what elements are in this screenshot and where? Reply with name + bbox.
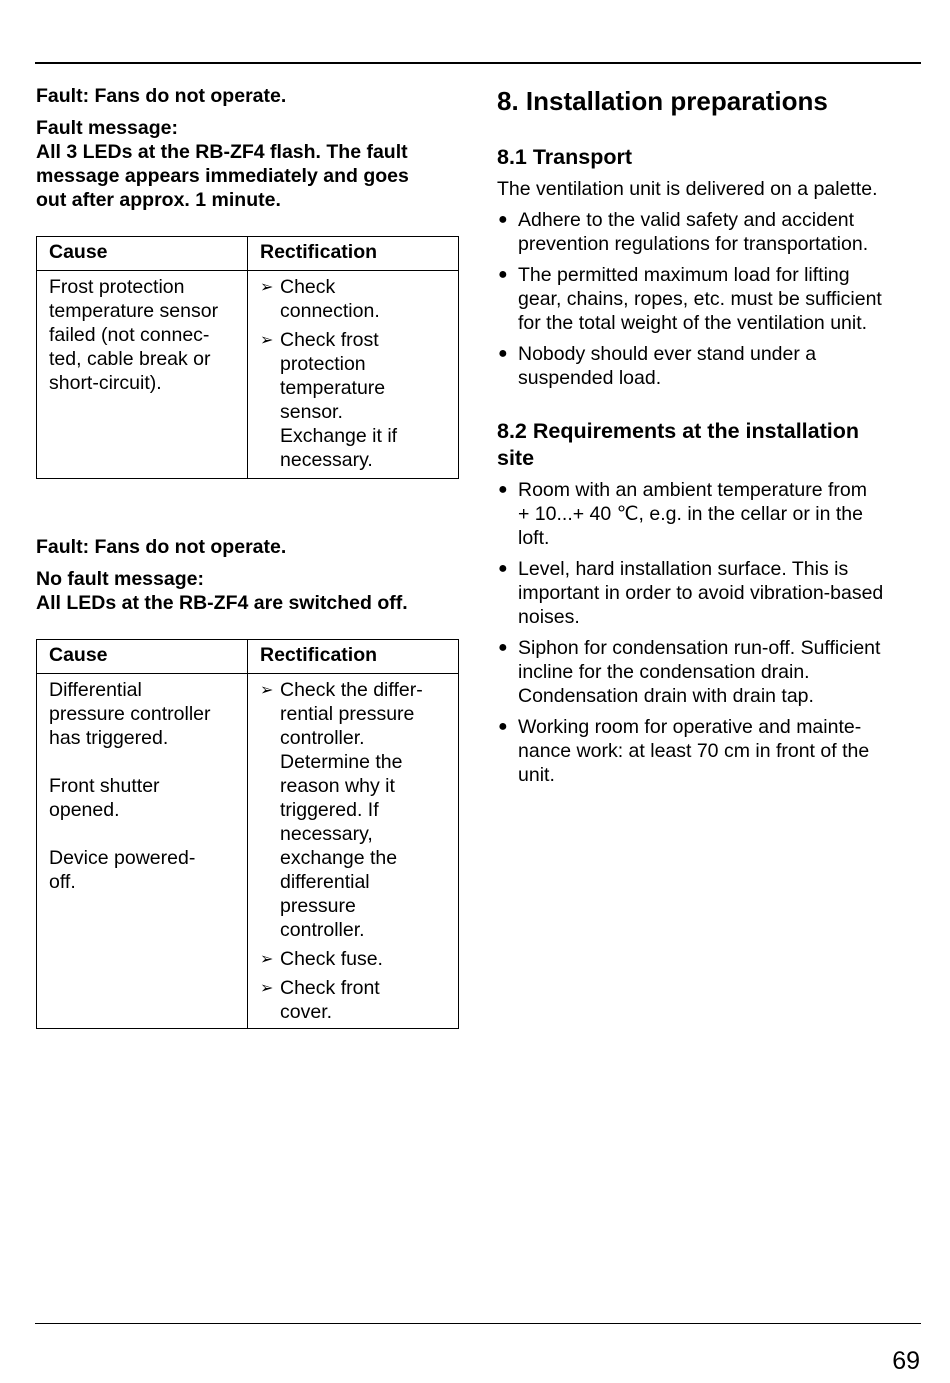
page-number: 69 (892, 1347, 920, 1375)
rectification-header: Rectification (248, 640, 459, 674)
cause-line: opened. (49, 799, 120, 821)
item-line: for the total weight of the ventilation unit. (518, 312, 868, 334)
cause-line: short-circuit). (49, 372, 162, 394)
fault2-title: Fault: Fans do not operate. (36, 536, 287, 558)
step-line: Check (280, 276, 336, 298)
item-line: Nobody should ever stand under a (518, 343, 817, 365)
left-column (36, 84, 458, 1029)
item-line: Siphon for condensation run-off. Sufficient (518, 637, 881, 659)
fault1-message-line: out after approx. 1 minute. (36, 189, 281, 211)
subsection-title-line: 8.2 Requirements at the installation (497, 419, 860, 443)
transport-intro: The ventilation unit is delivered on a palette. (497, 178, 878, 200)
cause-header: Cause (37, 640, 248, 674)
fault1-message-line: Fault message: (36, 117, 178, 139)
item-line: Working room for operative and mainte- (518, 716, 862, 738)
cause-line: Differential (49, 679, 142, 701)
cause-item (49, 774, 237, 822)
cause-line: failed (not connec- (49, 324, 210, 346)
item-line: important in order to avoid vibration-based (518, 582, 884, 604)
step-line: Determine the (280, 751, 403, 773)
list-item (497, 715, 917, 787)
cause-line: has triggered. (49, 727, 169, 749)
item-line: prevention regulations for transportation. (518, 233, 869, 255)
rectification-step (260, 678, 448, 942)
step-line: necessary. (280, 449, 373, 471)
list-item (497, 208, 917, 256)
item-line: gear, chains, ropes, etc. must be sufficient (518, 288, 882, 310)
step-line: cover. (280, 1001, 333, 1023)
rectification-step (260, 275, 448, 323)
item-line: The permitted maximum load for lifting (518, 264, 850, 286)
arrow-bullet-icon: ➢ (260, 978, 274, 997)
step-line: triggered. If (280, 799, 379, 821)
list-item (497, 263, 917, 335)
step-line: Check the differ- (280, 679, 423, 701)
right-column (497, 84, 917, 794)
bullet-icon: ● (498, 639, 508, 656)
subsection-title-line: site (497, 446, 535, 470)
item-line: nance work: at least 70 cm in front of the (518, 740, 870, 762)
fault1-message-line: message appears immediately and goes (36, 165, 409, 187)
bullet-icon: ● (498, 266, 508, 283)
transport-list (497, 208, 917, 390)
list-item (497, 557, 917, 629)
rectification-step (260, 976, 448, 1024)
bullet-icon: ● (498, 560, 508, 577)
cause-line: ted, cable break or (49, 348, 211, 370)
item-line: incline for the condensation drain. (518, 661, 810, 683)
rectification-step (260, 328, 448, 472)
item-line: Room with an ambient temperature from (518, 479, 867, 501)
cause-header: Cause (37, 237, 248, 271)
fault1-message (36, 116, 458, 212)
fault2-message-line: All LEDs at the RB-ZF4 are switched off. (36, 592, 408, 614)
item-line: unit. (518, 764, 555, 786)
section-title: 8. Installation preparations (497, 86, 828, 116)
bullet-icon: ● (498, 345, 508, 362)
step-line: differential (280, 871, 370, 893)
cause-item (49, 678, 237, 750)
item-line: noises. (518, 606, 580, 628)
cause-cell (37, 271, 248, 479)
item-line: Level, hard installation surface. This is (518, 558, 849, 580)
step-line: protection (280, 353, 366, 375)
arrow-bullet-icon: ➢ (260, 680, 274, 699)
subsection-title-requirements (497, 418, 917, 472)
fault2-message (36, 567, 458, 615)
step-line: necessary, (280, 823, 373, 845)
fault1-message-line: All 3 LEDs at the RB-ZF4 flash. The fault (36, 141, 408, 163)
bullet-icon: ● (498, 211, 508, 228)
cause-line: off. (49, 871, 76, 893)
rectification-step (260, 947, 448, 971)
step-line: connection. (280, 300, 380, 322)
arrow-bullet-icon: ➢ (260, 277, 274, 296)
bottom-rule (35, 1323, 921, 1324)
rectification-cell (248, 271, 459, 479)
step-line: reason why it (280, 775, 395, 797)
fault2-message-line: No fault message: (36, 568, 204, 590)
cause-cell (37, 674, 248, 1029)
step-line: sensor. (280, 401, 343, 423)
step-line: rential pressure (280, 703, 415, 725)
fault2-table (36, 639, 459, 1029)
step-line: Check fuse. (280, 948, 383, 970)
cause-item (49, 846, 237, 894)
cause-line: temperature sensor (49, 300, 219, 322)
fault1-title: Fault: Fans do not operate. (36, 85, 287, 107)
step-line: Check front (280, 977, 380, 999)
arrow-bullet-icon: ➢ (260, 330, 274, 349)
step-line: temperature (280, 377, 386, 399)
arrow-bullet-icon: ➢ (260, 949, 274, 968)
step-line: pressure (280, 895, 356, 917)
step-line: Check frost (280, 329, 379, 351)
rectification-cell (248, 674, 459, 1029)
rectification-header: Rectification (248, 237, 459, 271)
cause-line: Device powered- (49, 847, 196, 869)
requirements-list (497, 478, 917, 787)
step-line: controller. (280, 919, 365, 941)
step-line: Exchange it if (280, 425, 398, 447)
cause-line: Front shutter (49, 775, 160, 797)
item-line: Condensation drain with drain tap. (518, 685, 814, 707)
fault1-table (36, 236, 459, 479)
item-line: Adhere to the valid safety and accident (518, 209, 855, 231)
cause-line: Frost protection (49, 276, 185, 298)
list-item (497, 636, 917, 708)
list-item (497, 342, 917, 390)
item-line: suspended load. (518, 367, 662, 389)
subsection-title-transport: 8.1 Transport (497, 145, 633, 169)
item-line: + 10...+ 40 ℃, e.g. in the cellar or in the (518, 503, 863, 525)
list-item (497, 478, 917, 550)
bullet-icon: ● (498, 481, 508, 498)
top-rule (35, 62, 921, 64)
bullet-icon: ● (498, 718, 508, 735)
step-line: exchange the (280, 847, 398, 869)
cause-line: pressure controller (49, 703, 211, 725)
item-line: loft. (518, 527, 550, 549)
step-line: controller. (280, 727, 365, 749)
